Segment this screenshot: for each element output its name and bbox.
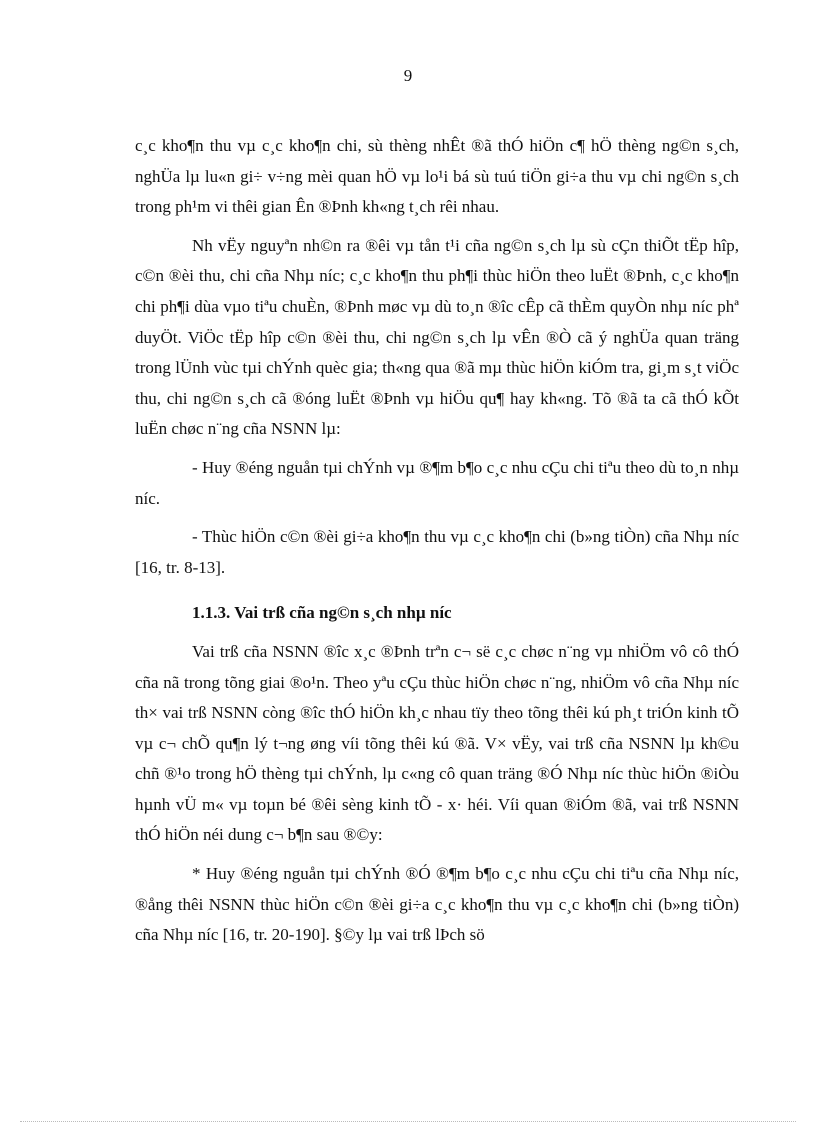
bullet-balance-revenue-expenditure: - Thùc hiÖn c©n ®èi gi÷a kho¶n thu vµ c¸c kho¶n chi (b»ng tiÒn) cña Nhµ níc [16, tr. 8-13]. — [135, 527, 739, 577]
bullet-mobilize-finance: - Huy ®éng nguån tµi chÝnh vµ ®¶m b¶o c¸c nhu cÇu chi tiªu theo dù to¸n nhµ níc. — [135, 457, 739, 508]
page-number: 9 — [403, 66, 413, 85]
paragraph-role-item-1: * Huy ®éng nguån tµi chÝnh ®Ó ®¶m b¶o c¸c nhu cÇu chi tiªu cña Nhµ níc, ®ång thêi NSNN thùc hiÖn c©n ®èi gi÷a c¸c kho¶n thu vµ c¸c kho¶n chi (b»ng tiÒn) cña Nhµ níc [16, tr. 20-190]. §©y lµ vai trß lÞch sö — [135, 864, 739, 945]
paragraph-continuation: c¸c kho¶n thu vµ c¸c kho¶n chi, sù thèng nhÊt ®ã thÓ hiÖn c¶ hÖ thèng ng©n s¸ch, nghÜa lµ lu«n gi÷ v÷ng mèi quan hÖ vµ lo¹i bá sù tuú tiÖn gi÷a thu vµ chi ng©n s¸ch trong ph¹m vi thêi gian Ên ®Þnh kh«ng t¸ch rêi nhau. — [135, 136, 739, 217]
paragraph-budget-origin: Nh vËy nguyªn nh©n ra ®êi vµ tån t¹i cña ng©n s¸ch lµ sù cÇn thiÕt tËp hîp, c©n ®èi thu, chi cña Nhµ níc; c¸c kho¶n thu ph¶i thùc hiÖn theo luËt ®Þnh, c¸c kho¶n chi ph¶i dùa vµo tiªu chuÈn, ®Þnh møc vµ dù to¸n ®îc cÊp cã thÈm quyÒn nhµ níc phª duyÖt. ViÖc tËp hîp c©n ®èi thu, chi ng©n s¸ch lµ vÊn ®Ò cã ý nghÜa quan träng trong lÜnh vùc tµi chÝnh quèc gia; th«ng qua ®ã mµ thùc hiÖn kiÓm tra, gi¸m s¸t viÖc thu, chi ng©n s¸ch cã ®óng luËt ®Þnh vµ hiÖu qu¶ hay kh«ng. Tõ ®ã ta cã thÓ kÕt luËn chøc n¨ng cña NSNN lµ: — [135, 235, 739, 439]
paragraph-role-of-budget: Vai trß cña NSNN ®îc x¸c ®Þnh trªn c¬ së c¸c chøc n¨ng vµ nhiÖm vô cô thÓ cña nã trong tõng giai ®o¹n. Theo yªu cÇu thùc hiÖn chøc n¨ng, nhiÖm vô cña Nhµ níc th× vai trß NSNN còng ®îc thÓ hiÖn kh¸c nhau tïy theo tõng thêi kú ph¸t triÓn kinh tÕ vµ c¬ chÕ qu¶n lý t¬ng øng víi tõng thêi kú ®ã. V× vËy, vai trß cña NSNN lµ kh©u chñ ®¹o trong hÖ thèng tµi chÝnh, lµ c«ng cô quan träng ®Ó Nhµ níc thùc hiÖn ®iÒu hµnh vÜ m« vµ toµn bé ®êi sèng kinh tÕ - x· héi. Víi quan ®iÓm ®ã, vai trß NSNN thÓ hiÖn néi dung c¬ b¶n sau ®©y: — [135, 641, 739, 845]
section-heading: 1.1.3. Vai trß cña ng©n s¸ch nhµ níc — [192, 603, 452, 623]
page-bottom-divider — [20, 1121, 796, 1122]
page-body — [135, 131, 739, 959]
